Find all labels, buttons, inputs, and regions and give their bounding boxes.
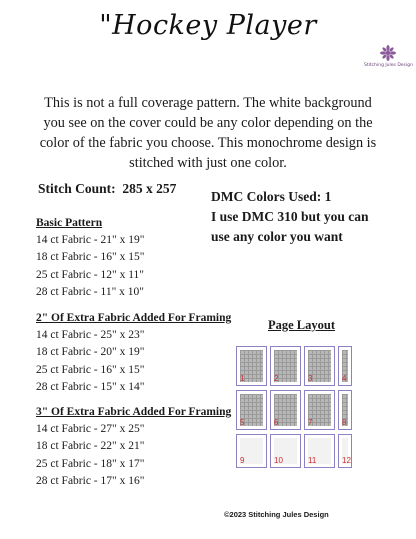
list-item: 14 ct Fabric - 27" x 25" xyxy=(36,423,145,436)
list-item: 18 ct Fabric - 16" x 15" xyxy=(36,251,145,264)
dmc-line-1: DMC Colors Used: 1 xyxy=(211,189,332,204)
list-item: 28 ct Fabric - 15" x 14" xyxy=(36,380,145,393)
basic-pattern-section xyxy=(36,215,144,301)
copyright-notice: ©2023 Stitching Jules Design xyxy=(224,510,329,519)
page-number: 11 xyxy=(308,456,317,465)
list-item: 18 ct Fabric - 22" x 21" xyxy=(36,440,145,453)
list-item: 18 ct Fabric - 20" x 19" xyxy=(36,346,145,359)
section-header: Basic Pattern xyxy=(36,217,103,229)
page-number: 1 xyxy=(240,374,245,383)
brand-logo xyxy=(364,44,412,74)
layout-page xyxy=(304,346,335,386)
list-item: 28 ct Fabric - 17" x 16" xyxy=(36,474,145,487)
list-item: 14 ct Fabric - 25" x 23" xyxy=(36,329,145,342)
dmc-line-2: I use DMC 310 but you can xyxy=(211,209,369,224)
list-item: 14 ct Fabric - 21" x 19" xyxy=(36,234,145,247)
page-number: 3 xyxy=(308,374,313,383)
layout-page xyxy=(270,390,301,430)
section-header: 2" Of Extra Fabric Added For Framing xyxy=(36,312,232,324)
list-item: 25 ct Fabric - 18" x 17" xyxy=(36,457,145,470)
layout-page xyxy=(236,434,267,468)
page-title: "Hockey Player xyxy=(99,10,317,41)
two-inch-section xyxy=(36,310,231,396)
page-layout-title: Page Layout xyxy=(268,318,336,332)
page-number: 12 xyxy=(342,456,351,465)
page-number: 6 xyxy=(274,418,279,427)
page-number: 7 xyxy=(308,418,313,427)
page-number: 4 xyxy=(342,374,347,383)
layout-page xyxy=(338,390,352,430)
list-item: 28 ct Fabric - 11" x 10" xyxy=(36,285,144,298)
section-header: 3" Of Extra Fabric Added For Framing xyxy=(36,406,232,418)
page-number: 2 xyxy=(274,374,279,383)
layout-page xyxy=(304,390,335,430)
layout-page xyxy=(236,346,267,386)
list-item: 25 ct Fabric - 16" x 15" xyxy=(36,363,145,376)
layout-page xyxy=(270,346,301,386)
stitch-count-value: 285 x 257 xyxy=(122,181,177,196)
layout-page xyxy=(304,434,335,468)
layout-page xyxy=(236,390,267,430)
list-item: 25 ct Fabric - 12" x 11" xyxy=(36,268,144,281)
page-number: 9 xyxy=(240,456,245,465)
intro-paragraph: This is not a full coverage pattern. The white background you see on the cover could be any color depending on the color of the fabric you choose. This monochrome design is stitched with just one color. xyxy=(39,95,377,171)
stitch-count-label: Stitch Count: xyxy=(38,181,116,196)
dmc-line-3: use any color you want xyxy=(211,229,343,244)
page-number: 8 xyxy=(342,418,347,427)
layout-page xyxy=(270,434,301,468)
layout-page xyxy=(338,346,352,386)
stitch-count xyxy=(38,181,176,197)
layout-page xyxy=(338,434,352,468)
brand-name: Stitching Jules Design xyxy=(364,63,413,68)
flower-logo-icon xyxy=(377,44,399,62)
page-number: 10 xyxy=(274,456,283,465)
page-number: 5 xyxy=(240,418,245,427)
dmc-colors xyxy=(211,187,369,247)
three-inch-section xyxy=(36,404,231,490)
